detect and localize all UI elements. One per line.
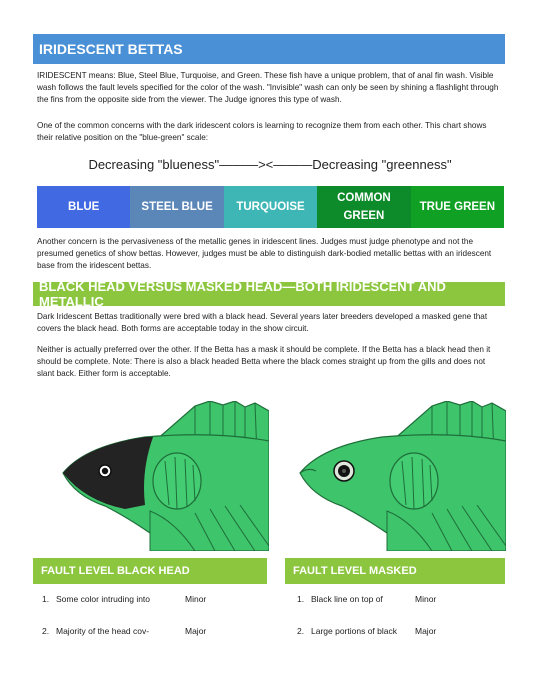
swatch-blue: BLUE [37,186,130,228]
fault-black-item-2: 2. Majority of the head cov- [42,626,150,636]
scale-caption: Decreasing "blueness"———><———Decreasing "greenness" [88,157,452,172]
paragraph-chart-intro: One of the common concerns with the dark iridescent colors is learning to recognize them from each other. This chart shows their relative position on the "blue-green" scale: [37,121,487,143]
paragraph-preference: Neither is actually preferred over the other. If the Betta has a mask it should be complete. If the Betta has a black head then it should be complete. Note: There is also a black headed Betta where the black comes straight up from the gills and does not slant back. Either form is acceptable. [37,345,491,379]
section-title-head-types [33,279,505,309]
paragraph-metallic-concern: Another concern is the pervasiveness of the metallic genes in iridescent lines. Judges must judge phenotype and not the presumed genetics of show bettas. However, judges must be able to distinguish dark-bodied metallic bettas with an iridescent base from the iridescent bettas. [37,237,492,271]
fault-level-black-head-header: FAULT LEVEL BLACK HEAD [33,558,267,584]
fault-black-level-1: Minor [185,594,207,604]
fault-masked-item-1: 1. Black line on top of [297,594,383,604]
swatch-steel-blue: STEEL BLUE [130,186,223,228]
black-head-betta-illustration [45,401,269,551]
fault-level-masked-header: FAULT LEVEL MASKED [285,558,505,584]
swatch-common-green: COMMON GREEN [317,186,410,228]
fault-masked-item-2: 2. Large portions of black [297,626,397,636]
section-title-text: IRIDESCENT BETTAS [39,41,183,57]
swatch-true-green: TRUE GREEN [411,186,504,228]
fault-masked-level-1: Minor [415,594,437,604]
fault-masked-level-2: Major [415,626,437,636]
section-title-text: BLACK HEAD VERSUS MASKED HEAD—BOTH IRIDESCENT AND METALLIC [39,279,446,309]
masked-betta-illustration [282,401,506,551]
blue-green-scale [37,186,504,228]
fault-black-level-2: Major [185,626,207,636]
paragraph-black-head-history: Dark Iridescent Bettas traditionally were bred with a black head. Several years later breeders developed a masked gene that covers the black head. Both forms are acceptable today in the show circuit. [37,312,488,334]
paragraph-iridescent-definition: IRIDESCENT means: Blue, Steel Blue, Turquoise, and Green. These fish have a unique problem, that of anal fin wash. Visible wash follows the fault levels specified for the color of the wash. "Invisible" wash can only be seen by shining a flashlight through the fins from the opposite side from the viewer. The Judge ignores this type of wash. [37,71,499,105]
swatch-turquoise: TURQUOISE [224,186,317,228]
section-title-iridescent [33,34,505,64]
fault-black-item-1: 1. Some color intruding into [42,594,151,604]
